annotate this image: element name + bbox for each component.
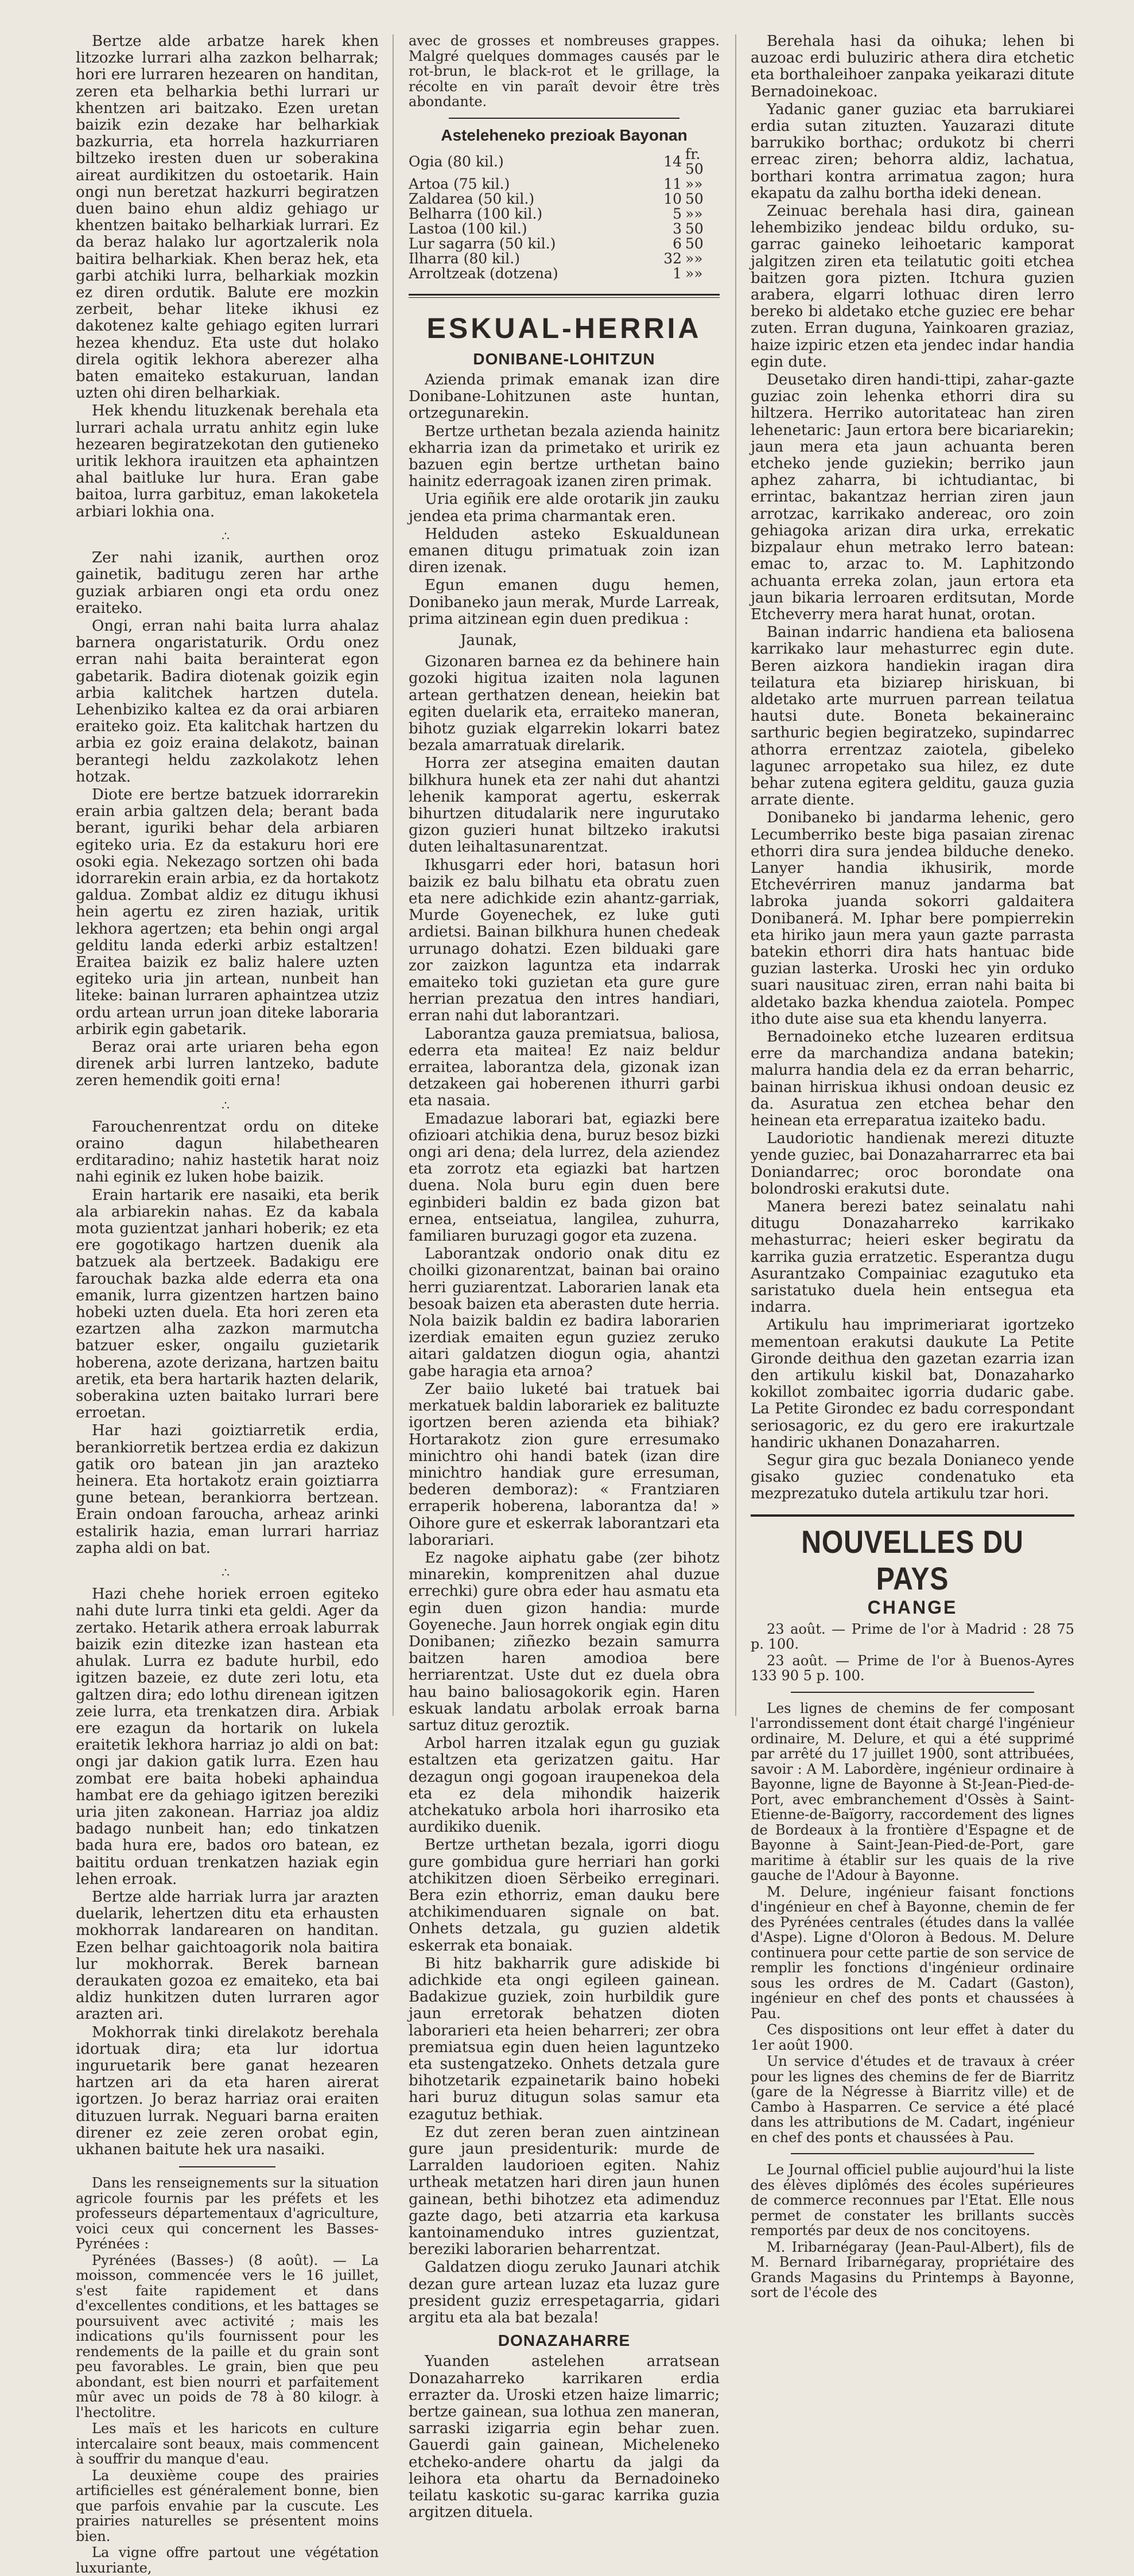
paragraph: Bertze alde arbatze harek khen litzozke lurrari alha zazkon belharrak; hori ere lurraren hezearen on handitan, zeren eta belharkia bethi lurrari ur khentzen ari baitzako. Ezen uretan baizik ezin dezake har belharkiak bazkurria, eta horrela hazkurriaren biltzeko iresten duen ur soberakina aireat aurdikitzen du ostoetarik. Hain ongi nun beretzat hazkurri begiratzen duen baino ehun aldiz gehiago ur khentzen baitako belharkiak lurrari. Ez da beraz halako lur agortzalerik nola baitira belharkiak. Khen beraz hek, eta garbi atchiki lurra, belharkiak mozkin ez diren ordutik. Balute ere mozkin zerbeit, behar liteke ikhusi ez dakotenez kalte gehiago egiten lurrari hezea khenduz. Eta uste dut holako direla ogitik lekhora aberezer alha baten emaiteko estakuruan, landan uzten ohi diren belharkiak. — [76, 33, 379, 402]
divider — [791, 1692, 1034, 1693]
price-value: 5 — [673, 205, 682, 222]
paragraph: M. Iribarnégaray (Jean-Paul-Albert), fils de M. Bernard Iribarnégaray, propriétaire des Grands Magasins du Printemps à Bayonne, sort de l'école des — [751, 2239, 1074, 2301]
paragraph: Egun emanen dugu hemen, Donibaneko jaun merak, Murde Larreak, prima aitzinean egin duen predikua : — [409, 577, 720, 628]
change-heading: CHANGE — [867, 1596, 958, 1618]
paragraph: Bertze urthetan bezala azienda hainitz ekharria izan da primetako et uririk ez bazuen egin bertze urthetan baino hainitz ederragoak izanen ziren primak. — [409, 422, 720, 491]
paragraph: Zeinuac berehala hasi dira, gainean lehembiziko jendeac bildu orduko, su-garrac gaineko leihoetaric kamporat jalgitzen ziren eta teilatutic goiti etchea baitzen gora pizten. Itchura guzien arabera, elgarri lothuac diren lerro bereko bi aldetako etche guziec ere behar zuten. Erran duguna, Yainkoaren graziaz, haize izpiric etzen eta jendec indar handia egin dute. — [751, 203, 1074, 371]
paragraph: Laborantza gauza premiatsua, baliosa, ederra eta maitea! Ez naiz beldur erraitea, laborantza dela, gizonak izan detzakeen gai hoberenen ithurri garbi eta nasaia. — [409, 1025, 720, 1110]
price-item: Ogia (80 kil.) — [409, 153, 504, 170]
paragraph: Ongi, erran nahi baita lurra ahalaz barnera ongaristaturik. Ordu onez erran nahi baita berainterat egon gabetarik. Badira diotenak goizik egin arbia kalitchek hartzen dutela. Lehenbiziko kaltea ez da orai arbiaren eraiteko goiz. Eta kalitchak hartzen du arbia ez goiz eraina delakotz, bainan berantegi heldu zazkolakotz lehen hotzak. — [76, 617, 379, 786]
price-item: Zaldarea (50 kil.) — [409, 190, 535, 207]
paragraph: Emadazue laborari bat, egiazki bere ofizioari atchikia dena, buruz besoz bizki ongi ari dena; dela lurrez, dela aziendez eta zorrotz eta egiazki bat hartzen duena. Nola buru egin duen bere eginbideri baldin ez bada gizon bat ernea, entseiatua, langilea, zuhurra, familiaren buruzagi gogor eta zuzena. — [409, 1110, 720, 1245]
price-unit: »» — [685, 205, 703, 222]
paragraph: Erain hartarik ere nasaiki, eta berik ala arbiarekin nahas. Ez da kabala mota guzientzat janhari hoberik; ez eta ere gogotikago hartzen duenik ala batzuek ala bertzeek. Badakigu ere farouchak bazka alde ederra eta ona emanik, lurra gizentzen hartzen baino hobeki uzten duela. Eta hori zeren eta ezartzen alha zazkon marmutcha batzuer esker, ongailu guzietarik hoberena, azote derizana, hartzen baitu aretik, eta bera hartarik hazten delarik, soberakina uzten baitako lurrari bere erroetan. — [76, 1186, 379, 1422]
price-table-title: Asteleheneko prezioak Bayonan — [441, 126, 688, 144]
nouvelles-heading: NOUVELLES DU PAYS — [801, 1523, 1024, 1596]
paragraph: Hazi chehe horiek erroen egiteko nahi dute lurra tinki eta geldi. Ager da zertako. Hetarik athera erroak laburrak baizik ezin ditezke izan hastean eta ahulak. Lurra ez badute hurbil, edo igitzen bazeie, ez dute zeri lotu, eta galtzen dira; edo lothu direnean igitzen zeie lurra, eta trenkatzen dira. Arbiak ere ezagun da hortarik on lukela eraitetik lekhora harriaz jo aldi on bat: ongi jar dakion gatik lurra. Ezen hau zombat ere baita hobeki aphaindua hambat ere da gehiago igitzen bereziki uria jiten zakonean. Harriaz joa aldiz badago nunbeit han; edo tinkatzen bada hura ere, bados oro batean, ez baititu orduan trenkatzen haziak egin lehen erroak. — [76, 1586, 379, 1888]
paragraph: Arbol harren itzalak egun gu guziak estaltzen eta gerizatzen gaitu. Har dezagun ongi gogoan iraupenekoa dela eta ez dela mihondik haizerik atchekatuko arbola hori iharrosiko eta aurdikiko duenik. — [409, 1735, 720, 1836]
paragraph: Helduden asteko Eskualdunean emanen ditugu primatuak zoin izan diren izenak. — [409, 525, 720, 577]
column-right — [751, 33, 1074, 2301]
price-unit: 50 — [685, 190, 704, 207]
paragraph: M. Delure, ingénieur faisant fonctions d'ingénieur en chef à Bayonne, chemin de fer des Pyrénées centrales (études dans la vallée d'Aspe). Ligne d'Oloron à Bedous. M. Delure continuera pour cette partie de son service de remplir les fonctions d'ingénieur ordinaire sous les ordres de M. Cadart (Gaston), ingénieur en chef des ponts et chaussées à Pau. — [751, 1883, 1074, 2022]
masthead: ESKUAL-HERRIA — [426, 312, 702, 344]
price-item: Ilharra (80 kil.) — [409, 250, 520, 267]
column-divider-2 — [735, 34, 736, 1716]
price-item: Lur sagarra (50 kil.) — [409, 235, 556, 252]
paragraph: Har hazi goiztiarretik erdia, berankiorretik bertzea erdia ez dakizun gatik oro batean jin jan arazteko heinera. Eta hortakotz erain goiztiarra gune betean, berankiorra bertzean. Erain ondoan faroucha, arheaz arinki estalirik hazia, eman lurrari harriaz zapha aldi on bat. — [76, 1422, 379, 1557]
change-line: 23 août. — Prime de l'or à Buenos-Ayres 133 90 5 p. 100. — [751, 1652, 1074, 1684]
section-title: DONAZAHARRE — [498, 2332, 631, 2350]
price-item: Arroltzeak (dotzena) — [409, 265, 558, 282]
price-value: 6 — [673, 235, 682, 252]
section-ornament: ∴ — [222, 529, 233, 544]
paragraph: Farouchenrentzat ordu on diteke oraino dagun hilabethearen erditaradino; nahiz hastetik harat noiz nahi eginik ez luken hobe baizik. — [76, 1118, 379, 1186]
salutation: Jaunak, — [460, 631, 517, 649]
price-value: 11 — [663, 175, 682, 192]
price-table — [409, 147, 720, 281]
paragraph: Mokhorrak tinki direlakotz berehala idortuak dira; eta lur idortua inguruetarik bere ganat hezearen hartzen ari da eta haren airerat igortzen. Jo beraz harriaz orai eraiten dituzuen lurrak. Neguari barna eraiten direner ez zeie zeren orobat egin, ukhanen baitute hek ura nasaiki. — [76, 2023, 379, 2158]
paragraph: Donibaneko bi jandarma lehenic, gero Lecumberriko beste biga pasaian zirenac ethorri dira sura jendea bilduche deneko. Lanyer handia ikhusirik, morde Etchevérriren manuz jandarma bat labroka juanda sokorri galdaitera Donibanerá. M. Iphar bere pompierrekin eta hiriko jaun mera yaun gazte parrasta batekin ethorri dira hats hantuac bide guzian lasterka. Uroski hec yin orduko suari nausituac ziren, erran nahi baita bi aldetako bazka khendua zaiotela. Pompec itho dute aise sua eta khendu lanyerra. — [751, 809, 1074, 1028]
paragraph: Laudoriotic handienak merezi dituzte yende guziec, bai Donazaharrarrec eta bai Doniandarrec; oroc borondate ona bolondroski erakutsi dute. — [751, 1130, 1074, 1198]
paragraph: Ces dispositions ont leur effet à dater du 1er août 1900. — [751, 2022, 1074, 2053]
paragraph: Horra zer atsegina emaiten dautan bilkhura hunek eta zer nahi dut ahantzi lehenik kamporat agertu, eskerrak bihurtzen ditudalarik nere ingurutako gizon guzieri hunat biltzeko irakutsi duten leihaltasunarentzat. — [409, 755, 720, 856]
paragraph: Ikhusgarri eder hori, batasun hori baizik ez balu bilhatu eta obratu zuen eta nere adichkide ezin ahantz-garriak, Murde Goyenechek, ez luke guti ardietsi. Bainan bilkhura hunen chedeak urrunago dohatzi. Ezen bilduaki gare zor zaizkon laguntza eta indarrak emaiteko toki guzietan eta gure gure herrian prezatua den intres handiari, erran nahi dut laborantzari. — [409, 856, 720, 1025]
paragraph: Bertze urthetan bezala, igorri diogu gure gombidua gure herriari han gorki atchikitzen dioen Sërbeiko erreginari. Bera ezin ethorriz, eman dauku bere atchikimenduaren signale on bat. Onhets detzala, gu guzien aldetik eskerrak eta bonaiak. — [409, 1836, 720, 1955]
paragraph: La vigne offre partout une végétation luxuriante, — [76, 2544, 379, 2576]
price-row — [409, 251, 720, 266]
paragraph: Zer baiio luketé bai tratuek bai merkatuek baldin laborariek ez balituzte igortzen beren azienda eta bihiak? Hortarakotz zion gure erresumako minichtro ohi handi batek (izan dire minichtro handiak gure erresuman, bederen demboraz): « Frantziaren erraperik hoberena, laborantza da! » Oihore gure et eskerrak laborantzari eta laborariari. — [409, 1380, 720, 1549]
paragraph: Ez dut zeren beran zuen aintzinean gure jaun presidenturik: murde de Larralden laudorioen egiten. Nahiz urtheak metatzen hari diren jaun hunen gainean, bethi bihotzez eta adimenduz gazte dago, beti atzarria eta karkusa kantoinamenduko intres guzientzat, bereziki laborarien beharrentzat. — [409, 2123, 720, 2259]
price-unit: fr. 50 — [685, 145, 704, 177]
paragraph: Hek khendu lituzkenak berehala eta lurrari achala urratu anhitz egin luke hezearen begiratzekotan den gutieneko uritik lekhora irauitzen eta aphaintzen ahal baitluke lur hura. Eran gabe baitoa, lurra garbituz, eman lakoketela arbiari lokhia ona. — [76, 402, 379, 520]
paragraph: Un service d'études et de travaux à créer pour les lignes des chemins de fer de Biarritz (gare de la Négresse à Biarritz ville) et de Cambo à Hasparren. Ce service a été placé dans les attributions de M. Cadart, ingénieur en chef des ponts et chaussées à Pau. — [751, 2053, 1074, 2146]
section-ornament: ∴ — [222, 1098, 233, 1113]
paragraph: Bi hitz bakharrik gure adiskide bi adichkide eta ongi egileen gainean. Badakizue guziek, zoin hurbildik gure jaun erretorak behatzen dioten laborarieri eta heien beharreri; zer obra premiatsua egin duen heien laguntzeko eta sustengatzeko. Onhets detzala gure bihotzetarik ezpainetarik baino hobeki hari buruz ditugun solas samur eta ezagutuz bethiak. — [409, 1955, 720, 2123]
paragraph: Ez nagoke aiphatu gabe (zer bihotz minarekin, komprenitzen ahal duzue errechki) gure obra eder hau asmatu eta egin duen gizon handia: murde Goyeneche. Jaun horrek ongiak egin ditu Donibanen; ziñezko bezain samurra baitzen haren amodioa bere herriarentzat. Uste dut ez duela obra hau baino baliosagokorik egin. Haren eskuak landatu arbolak erroak barna sartuz dituz geroztik. — [409, 1549, 720, 1734]
price-item: Lastoa (100 kil.) — [409, 220, 527, 237]
price-item: Belharra (100 kil.) — [409, 205, 543, 222]
paragraph: Le Journal officiel publie aujourd'hui la liste des élèves diplômés des écoles supérieures de commerce reconnues par l'Etat. Elle nous permet de constater les brillants succès remportés par deux de nos concitoyens. — [751, 2162, 1074, 2239]
price-unit: 50 — [685, 220, 704, 237]
price-value: 3 — [673, 220, 682, 237]
price-unit: »» — [685, 265, 703, 282]
section-title: DONIBANE-LOHITZUN — [473, 349, 655, 368]
paragraph: Segur gira guc bezala Donianeco yende gisako guziec condenatuko eta mezprezatuko dutela artikulu tzar hori. — [751, 1452, 1074, 1503]
price-unit: 50 — [685, 235, 704, 252]
paragraph: Dans les renseignements sur la situation agricole fournis par les préfets et les professeurs départementaux d'agriculture, voici ceux qui concernent les Basses-Pyrénées : — [76, 2175, 379, 2252]
price-row — [409, 222, 720, 236]
price-value: 32 — [663, 250, 682, 267]
section-rule — [751, 1514, 1074, 1517]
paragraph: Azienda primak emanak izan dire Donibane-Lohitzunen aste huntan, ortzegunarekin. — [409, 371, 720, 422]
section-ornament: ∴ — [222, 1566, 233, 1581]
masthead-rule — [409, 294, 720, 298]
column-divider-1 — [393, 34, 394, 1716]
price-row — [409, 177, 720, 192]
price-item: Artoa (75 kil.) — [409, 175, 510, 192]
paragraph: Les maïs et les haricots en culture intercalaire sont beaux, mais commencent à souffrir du manque d'eau. — [76, 2420, 379, 2468]
divider — [449, 118, 679, 119]
paragraph: Les lignes de chemins de fer composant l'arrondissement dont était chargé l'ingénieur ordinaire, M. Delure, et qui a été supprimé par arrêté du 17 juillet 1900, sont attribuées, savoir : A M. Labordère, ingénieur ordinaire à Bayonne, ligne de Bayonne à St-Jean-Pied-de-Port, avec embranchement d'Ossès à Saint-Etienne-de-Baïgorry, raccordement des lignes de Bordeaux à la frontière d'Espagne et de Bayonne à Saint-Jean-Pied-de-Port, gare maritime à établir sur les quais de la rive gauche de l'Adour à Bayonne. — [751, 1700, 1074, 1884]
price-unit: »» — [685, 250, 703, 267]
paragraph: Bainan indarric handiena eta baliosena karrikako laur mehasturrec egin dute. Beren aizkora handiekin iragan dira teilatura eta biziarep hiriskuan, bi aldetako arte murruen parrean teilatua hautsi dute. Boneta bekainerainc sarthuric begien begiratzeko, supindarrec athorra errentzaz zaiotela, gibeleko lagunec arropetako sua hilez, ez dute behar zutena egitera gelditu, gauza guzia arrate diente. — [751, 624, 1074, 809]
paragraph: La deuxième coupe des prairies artificielles est généralement bonne, bien que parfois envahie par la cuscute. Les prairies naturelles se présentent moins bien. — [76, 2467, 379, 2544]
paragraph: Bertze alde harriak lurra jar arazten duelarik, lehertzen ditu eta erhausten mokhorrak landarearen on handitan. Ezen belhar gaichtoagorik nola baitira lur mokhorrak. Berek barnean deraukaten gozoa ez emaiteko, eta bai aldiz hunkitzen duten lurraren agor arazten ari. — [76, 1888, 379, 2023]
price-unit: »» — [685, 175, 703, 192]
paragraph: Gizonaren barnea ez da behinere hain gozoki higitua izaiten nola lagunen artean gerthatzen denean, heiekin bat egiten duelarik eta, erraiteko maneran, bihotz guziak elgarrekin lokarri batez bezala amarratuak direlarik. — [409, 653, 720, 755]
paragraph: Yadanic ganer guziac eta barrukiarei erdia sutan zituzten. Yauzarazi ditute barrukiko borthac; ordukotz bi cherri erreac ziren; behorra aldiz, lachatua, borthari kontra arrimatua zagon; hura ekapatu da zalhu bortha ideki denean. — [751, 100, 1074, 202]
paragraph: Zer nahi izanik, aurthen oroz gainetik, baditugu zeren har arthe guziak arbiaren ongi eta ordu onez eraiteko. — [76, 549, 379, 617]
column-left — [76, 33, 379, 2576]
price-row — [409, 147, 720, 177]
paragraph: Manera berezi batez seinalatu nahi ditugu Donazaharreko karrikako mehasturrac; heieri esker begiratu da karrika guzia erratzetic. Esperantza dugu Asurantzako Compainiac ezagutuko eta saristatuko duela hein entsegua eta indarra. — [751, 1198, 1074, 1316]
price-row — [409, 192, 720, 207]
paragraph: Bernadoineko etche luzearen erditsua erre da marchandiza andana batekin; malurra handia dela ez da erran beharric, bainan hirriskua ikhusi ondoan deusic ez da. Asuratua zen etchea behar den heinean eta erreparatua izaiteko badu. — [751, 1028, 1074, 1129]
price-row — [409, 236, 720, 251]
price-value: 14 — [663, 153, 682, 170]
paragraph: Pyrénées (Basses-) (8 août). — La moisson, commencée vers le 16 juillet, s'est faite rapidement et dans d'excellentes conditions, et les battages se poursuivent avec activité ; mais les indications qu'ils fournissent pour les rendements de la paille et du grain sont peu favorables. Le grain, bien que peu abondant, est bien nourri et parfaitement mûr avec un poids de 78 à 80 kilogr. à l'hectolitre. — [76, 2252, 379, 2420]
paragraph: Yuanden astelehen arratsean Donazaharreko karrikaren erdia errazter da. Uroski etzen haize limarric; bertze gainean, sua lothua zen maneran, sarraski izigarria egin behar zuen. Gauerdi gain gainean, Micheleneko etcheko-andere ohartu da jalgi da leihora eta ohartu da Bernadoineko teilatu kaskotic su-garac karrika guzia argitzen dituela. — [409, 2353, 720, 2521]
paragraph: Artikulu hau imprimeriarat igortzeko mementoan erakutsi daukute La Petite Gironde deithua den gazetan ezarria izan den artikulu kiskil bat, Donazaharko kokillot zombaitec igorria dudaric gabe. La Petite Girondec ez badu correspondant seriosagoric, ez du gero ere irakurtzale handiric ukhanen Donazaharren. — [751, 1316, 1074, 1451]
price-value: 10 — [663, 190, 682, 207]
paragraph: Laborantzak ondorio onak ditu ez choilki gizonarentzat, bainan bai oraino herri guziarentzat. Laborarien lanak eta besoak baizen eta aberasten dute herria. Nola baizik baldin ez badira laborarien izerdiak emaiten egun guziez zeruko aitari galdatzen diogun ogia, ahantzi gabe haragia eta arnoa? — [409, 1245, 720, 1380]
price-row — [409, 266, 720, 281]
divider — [791, 2153, 1034, 2154]
change-line: 23 août. — Prime de l'or à Madrid : 28 75 p. 100. — [751, 1621, 1074, 1653]
paragraph: Uria egiñik ere alde orotarik jin zauku jendea eta prima charmantak eren. — [409, 491, 720, 525]
paragraph: Berehala hasi da oihuka; lehen bi auzoac erdi buluziric athera dira etchetic eta borthaleihoer zanpaka yeikarazi ditute Bernadoinekoac. — [751, 33, 1074, 100]
paragraph: avec de grosses et nombreuses grappes. Malgré quelques dommages causés par le rot-brun, le black-rot et le grillage, la récolte en vin paraît devoir être très abondante. — [409, 33, 720, 110]
price-row — [409, 207, 720, 222]
paragraph: Beraz orai arte uriaren beha egon direnek arbi lurren lantzeko, badute zeren hemendik goiti erna! — [76, 1038, 379, 1090]
divider — [179, 2166, 275, 2167]
paragraph: Galdatzen diogu zeruko Jaunari atchik dezan gure artean luzaz eta luzaz gure president guziz errespetagarria, gidari argitu eta ala bat bezala! — [409, 2259, 720, 2327]
column-middle — [409, 33, 720, 2521]
price-value: 1 — [673, 265, 682, 282]
paragraph: Diote ere bertze batzuek idorrarekin erain arbia galtzen dela; berant bada berant, iguriki behar dela arbiaren egiteko uria. Ez da estakuru hori ere osoki egia. Nekezago sortzen ohi bada idorrarekin erain arbia, ez da hortakotz galdua. Zombat aldiz ez ditugu ikhusi hein agertu ez ziren haziak, uritik lekhora agertzen; eta behin ongi argal gelditu landa ederki arbiz estaltzen! Eraitea baizik ez baliz halere uzten egiteko uria jin artean, nunbeit han liteke: bainan lurraren aphaintzea utziz ordu artean urrun joan diteke laboraria arbirik egin gabetarik. — [76, 786, 379, 1038]
paragraph: Deusetako diren handi-ttipi, zahar-gazte guziac zoin lehenka ethorri dira su hiltzera. Herriko autoritateac han ziren lehenetaric: Jaun ertora bere bicariarekin; jaun mera eta jaun achuanta beren etcheko jende guziekin; berriko jaun aphez zaharra, bi ichtudiantac, bi errintac, bakantzaz herrian ziren jaun arrotzac, karrikako andereac, oro zoin gehiagoka arizan dira urka, errekatic bizpalaur ehun metrako lerro batean: emac to, arzac to. M. Laphitzondo achuanta erreka zolan, jaun ertora eta jaun bikaria lerroaren erditsutan, Morde Etcheverry mera harat hunat, orotan. — [751, 371, 1074, 623]
